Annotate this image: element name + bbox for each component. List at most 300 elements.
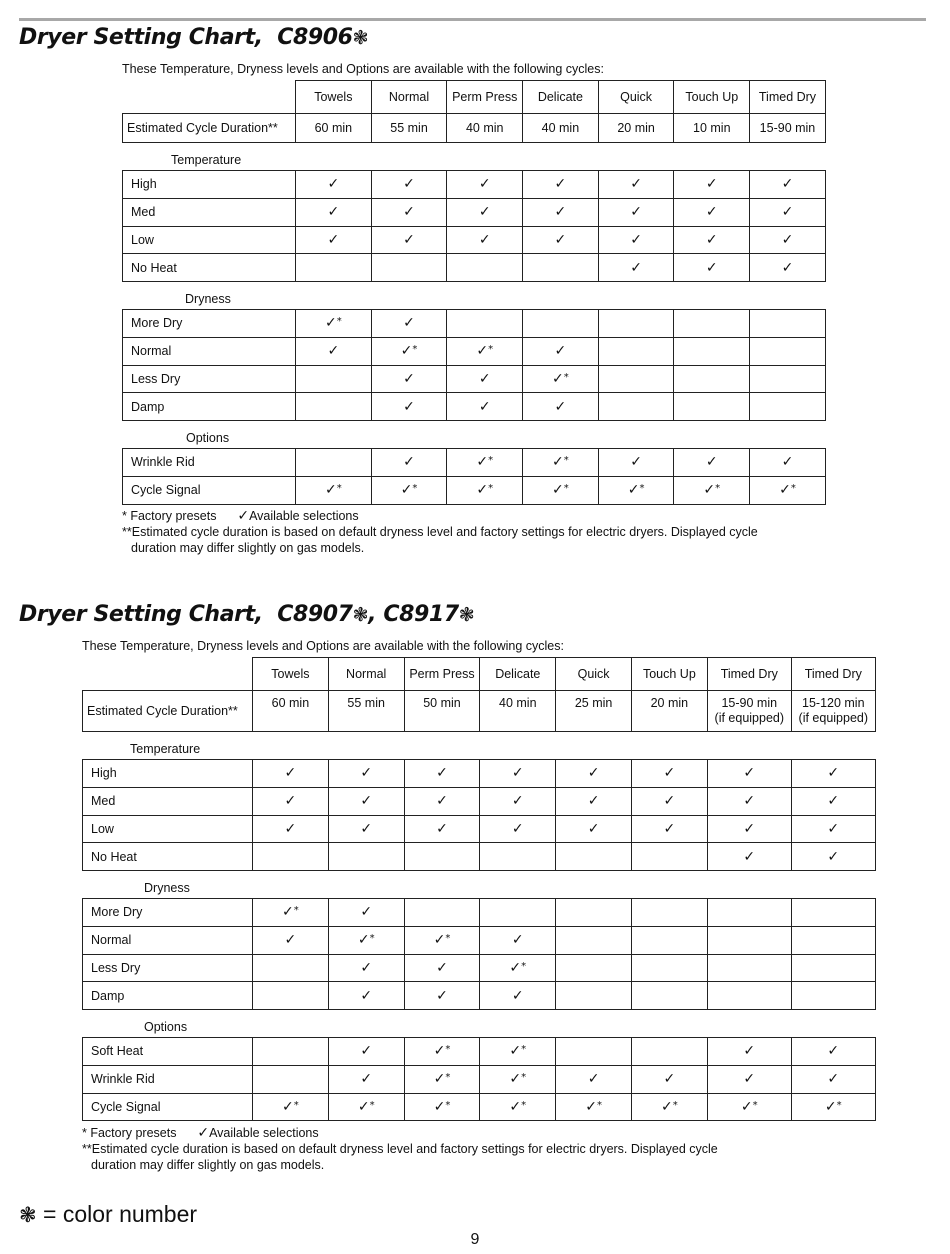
cycle-header: Timed Dry	[707, 658, 791, 691]
check-icon: ✓	[403, 204, 415, 221]
check-icon: ✓	[511, 932, 524, 949]
setting-cell	[791, 760, 875, 788]
setting-cell	[480, 815, 556, 843]
chart1-dryness-table	[122, 309, 826, 421]
check-icon: ✓	[433, 1043, 446, 1060]
setting-cell	[404, 1038, 480, 1066]
factory-preset-star: *	[336, 483, 342, 495]
setting-row	[83, 954, 876, 982]
check-icon: ✓	[360, 820, 373, 837]
chart2-model-2: C8917	[383, 602, 459, 627]
check-icon: ✓	[511, 765, 524, 782]
factory-preset-star: *	[672, 1099, 678, 1111]
setting-cell	[296, 449, 372, 477]
setting-cell	[328, 843, 404, 871]
factory-preset-star: *	[790, 483, 796, 495]
setting-cell	[598, 198, 674, 226]
setting-cell	[447, 171, 523, 199]
setting-cell	[707, 1093, 791, 1121]
check-icon: ✓	[705, 454, 718, 471]
check-icon: ✓	[779, 482, 791, 499]
chart1-notes	[122, 508, 758, 556]
row-label: Wrinkle Rid	[83, 1065, 253, 1093]
setting-cell	[631, 760, 707, 788]
setting-cell	[598, 365, 674, 393]
setting-cell	[523, 393, 599, 421]
cycle-header: Quick	[598, 81, 674, 114]
factory-preset-star: *	[293, 905, 299, 917]
setting-cell	[631, 1065, 707, 1093]
check-icon: ✓	[587, 820, 600, 837]
check-icon: ✓	[827, 1071, 840, 1088]
check-icon: ✓	[360, 1043, 373, 1060]
setting-cell	[253, 1093, 329, 1121]
check-icon: ✓	[509, 959, 522, 976]
chart1-model: C8906	[277, 25, 353, 50]
chart1-title-prefix: Dryer Setting Chart,	[19, 25, 263, 50]
setting-cell	[750, 337, 826, 365]
check-icon: ✓	[478, 231, 491, 248]
setting-cell	[598, 310, 674, 338]
setting-cell	[371, 198, 447, 226]
check-icon: ✓	[703, 482, 716, 499]
setting-cell	[631, 1093, 707, 1121]
section-title-options: Options	[144, 1020, 188, 1034]
check-icon: ✓	[360, 1071, 373, 1088]
setting-cell	[371, 393, 447, 421]
setting-cell	[447, 476, 523, 504]
chart2-title	[19, 602, 474, 627]
row-label: Less Dry	[83, 954, 253, 982]
cycle-header: Perm Press	[447, 81, 523, 114]
setting-cell	[631, 899, 707, 927]
row-label: Med	[123, 198, 296, 226]
duration-cell: 50 min	[404, 691, 480, 732]
cycle-header: Delicate	[480, 658, 556, 691]
check-icon: ✓	[284, 765, 297, 782]
setting-cell	[296, 310, 372, 338]
setting-cell	[750, 254, 826, 282]
check-icon: ✓	[627, 482, 640, 499]
note-available-selections: Available selections	[209, 1126, 319, 1140]
check-icon: ✓	[403, 398, 415, 415]
check-icon: ✓	[630, 176, 642, 193]
color-legend	[19, 1201, 197, 1228]
setting-row	[83, 899, 876, 927]
setting-cell	[674, 254, 750, 282]
setting-cell	[480, 926, 556, 954]
factory-preset-star: *	[369, 933, 375, 945]
setting-cell	[556, 982, 632, 1010]
duration-cell	[791, 691, 875, 732]
cycle-header: Perm Press	[404, 658, 480, 691]
check-icon: ✓	[740, 1098, 753, 1115]
setting-cell	[523, 226, 599, 254]
note-available-selections: Available selections	[249, 509, 359, 523]
check-icon: ✓	[630, 204, 642, 221]
setting-cell	[296, 476, 372, 504]
check-icon: ✓	[554, 343, 567, 360]
check-icon: ✓	[511, 793, 524, 810]
row-label: Low	[83, 815, 253, 843]
cycle-header: Timed Dry	[750, 81, 826, 114]
check-icon: ✓	[554, 204, 567, 221]
setting-row	[83, 1065, 876, 1093]
setting-cell	[404, 1065, 480, 1093]
flower-icon: ❃	[352, 604, 369, 626]
setting-cell	[598, 449, 674, 477]
setting-cell	[791, 1093, 875, 1121]
duration-label: Estimated Cycle Duration**	[83, 691, 253, 732]
setting-cell	[750, 310, 826, 338]
check-icon: ✓	[705, 259, 718, 276]
setting-row	[123, 198, 826, 226]
factory-preset-star: *	[521, 1099, 527, 1111]
check-icon: ✓	[324, 482, 337, 499]
check-icon: ✓	[781, 259, 794, 276]
check-icon: ✓	[360, 793, 373, 810]
setting-cell	[674, 337, 750, 365]
check-icon: ✓	[357, 1098, 370, 1115]
setting-cell	[328, 954, 404, 982]
check-icon: ✓	[478, 370, 491, 387]
flower-icon: ❃	[458, 604, 475, 626]
setting-cell	[404, 815, 480, 843]
check-icon: ✓	[509, 1071, 522, 1088]
setting-cell	[328, 1093, 404, 1121]
setting-row	[123, 171, 826, 199]
setting-cell	[707, 899, 791, 927]
setting-cell	[371, 449, 447, 477]
setting-row	[123, 337, 826, 365]
duration-cell: 40 min	[480, 691, 556, 732]
setting-row	[83, 982, 876, 1010]
section-title-temperature: Temperature	[171, 153, 242, 167]
row-label: Damp	[83, 982, 253, 1010]
setting-row	[123, 476, 826, 504]
setting-cell	[791, 954, 875, 982]
duration-cell: 25 min	[556, 691, 632, 732]
setting-cell	[523, 171, 599, 199]
check-icon: ✓	[436, 959, 448, 976]
factory-preset-star: *	[563, 483, 569, 495]
setting-cell	[480, 1038, 556, 1066]
chart2-cycle-table	[82, 657, 876, 732]
check-icon: ✓	[403, 231, 415, 248]
setting-cell	[750, 171, 826, 199]
check-icon: ✓	[403, 176, 415, 193]
setting-cell	[674, 449, 750, 477]
factory-preset-star: *	[521, 1072, 527, 1084]
setting-cell	[371, 365, 447, 393]
setting-cell	[707, 760, 791, 788]
setting-cell	[750, 365, 826, 393]
check-icon: ✓	[705, 176, 718, 193]
row-label: Low	[123, 226, 296, 254]
check-icon: ✓	[509, 1043, 522, 1060]
cycle-header: Quick	[556, 658, 632, 691]
check-icon: ✓	[743, 1071, 756, 1088]
check-icon: ✓	[284, 793, 297, 810]
check-icon: ✓	[827, 793, 840, 810]
check-icon: ✓	[705, 204, 718, 221]
setting-cell	[707, 787, 791, 815]
setting-cell	[371, 171, 447, 199]
factory-preset-star: *	[563, 371, 569, 383]
setting-cell	[750, 226, 826, 254]
setting-cell	[480, 1065, 556, 1093]
blank-corner	[83, 658, 253, 691]
setting-cell	[404, 843, 480, 871]
setting-row	[83, 843, 876, 871]
check-icon: ✓	[327, 204, 340, 221]
setting-cell	[480, 760, 556, 788]
check-icon: ✓	[433, 932, 446, 949]
setting-cell	[296, 171, 372, 199]
setting-cell	[296, 337, 372, 365]
row-label: High	[83, 760, 253, 788]
setting-cell	[253, 787, 329, 815]
setting-cell	[750, 198, 826, 226]
chart1-title	[19, 25, 368, 50]
duration-cell: 20 min	[631, 691, 707, 732]
setting-cell	[598, 254, 674, 282]
setting-cell	[674, 365, 750, 393]
setting-cell	[253, 815, 329, 843]
check-icon: ✓	[585, 1098, 597, 1115]
check-icon: ✓	[197, 1125, 210, 1141]
cycle-header: Towels	[296, 81, 372, 114]
duration-cell: 40 min	[523, 114, 599, 143]
setting-cell	[253, 899, 329, 927]
setting-cell	[674, 393, 750, 421]
duration-label: Estimated Cycle Duration**	[123, 114, 296, 143]
row-label: More Dry	[123, 310, 296, 338]
chart1-cycle-table	[122, 80, 826, 143]
cycle-header: Touch Up	[674, 81, 750, 114]
chart2-temperature-table	[82, 759, 876, 871]
factory-preset-star: *	[445, 1099, 451, 1111]
setting-cell	[631, 954, 707, 982]
setting-cell	[707, 815, 791, 843]
factory-preset-star: *	[336, 316, 342, 328]
setting-cell	[296, 365, 372, 393]
check-icon: ✓	[511, 987, 524, 1004]
setting-cell	[791, 982, 875, 1010]
duration-value: 15-120 min	[802, 696, 865, 710]
row-label: No Heat	[123, 254, 296, 282]
setting-cell	[447, 310, 523, 338]
page-number: 9	[470, 1231, 480, 1248]
setting-cell	[556, 787, 632, 815]
duration-cell: 20 min	[598, 114, 674, 143]
check-icon: ✓	[554, 176, 567, 193]
check-icon: ✓	[282, 1098, 294, 1115]
check-icon: ✓	[360, 765, 373, 782]
section-title-dryness: Dryness	[185, 292, 231, 306]
check-icon: ✓	[554, 398, 567, 415]
check-icon: ✓	[743, 1043, 756, 1060]
setting-row	[83, 926, 876, 954]
setting-cell	[523, 254, 599, 282]
setting-cell	[523, 476, 599, 504]
note-factory-presets: * Factory presets	[122, 509, 217, 523]
check-icon: ✓	[284, 932, 297, 949]
setting-cell	[404, 760, 480, 788]
chart2-model-1: C8907	[277, 602, 353, 627]
setting-cell	[480, 1093, 556, 1121]
chart1-temperature-table	[122, 170, 826, 282]
check-icon: ✓	[552, 370, 564, 387]
cycle-header: Timed Dry	[791, 658, 875, 691]
setting-cell	[556, 815, 632, 843]
check-icon: ✓	[630, 259, 642, 276]
check-icon: ✓	[509, 1098, 522, 1115]
check-icon: ✓	[403, 454, 415, 471]
check-icon: ✓	[781, 176, 794, 193]
row-label: More Dry	[83, 899, 253, 927]
setting-cell	[328, 926, 404, 954]
setting-cell	[447, 198, 523, 226]
setting-cell	[328, 982, 404, 1010]
check-icon: ✓	[663, 793, 676, 810]
setting-cell	[598, 171, 674, 199]
chart1-cycle-header-row	[123, 81, 826, 114]
setting-cell	[404, 787, 480, 815]
setting-cell	[523, 365, 599, 393]
setting-cell	[328, 1038, 404, 1066]
row-label: Soft Heat	[83, 1038, 253, 1066]
check-icon: ✓	[327, 231, 340, 248]
duration-cell: 40 min	[447, 114, 523, 143]
setting-cell	[371, 476, 447, 504]
row-label: High	[123, 171, 296, 199]
chart2-duration-row	[83, 691, 876, 732]
duration-cell: 55 min	[371, 114, 447, 143]
setting-cell	[598, 476, 674, 504]
duration-cell: 55 min	[328, 691, 404, 732]
check-icon: ✓	[360, 904, 373, 921]
setting-cell	[253, 760, 329, 788]
chart2-options-table	[82, 1037, 876, 1121]
setting-cell	[447, 449, 523, 477]
factory-preset-star: *	[445, 933, 451, 945]
setting-cell	[556, 899, 632, 927]
setting-cell	[631, 1038, 707, 1066]
legend-text: = color number	[36, 1201, 198, 1227]
check-icon: ✓	[663, 765, 676, 782]
check-icon: ✓	[403, 370, 415, 387]
check-icon: ✓	[552, 454, 564, 471]
check-icon: ✓	[781, 454, 794, 471]
duration-cell: 60 min	[296, 114, 372, 143]
row-label: Cycle Signal	[83, 1093, 253, 1121]
setting-cell	[447, 393, 523, 421]
cycle-header: Towels	[253, 658, 329, 691]
setting-cell	[253, 982, 329, 1010]
note-duration-cont: duration may differ slightly on gas models.	[91, 1158, 325, 1172]
chart1-duration-row	[123, 114, 826, 143]
check-icon: ✓	[282, 904, 294, 921]
section-title-options: Options	[186, 431, 230, 445]
check-icon: ✓	[705, 231, 718, 248]
check-icon: ✓	[403, 315, 415, 332]
setting-cell	[523, 337, 599, 365]
setting-cell	[296, 393, 372, 421]
chart2-notes	[82, 1125, 718, 1173]
setting-cell	[480, 899, 556, 927]
check-icon: ✓	[400, 482, 413, 499]
setting-cell	[371, 254, 447, 282]
check-icon: ✓	[743, 848, 756, 865]
setting-cell	[523, 449, 599, 477]
check-icon: ✓	[327, 343, 340, 360]
factory-preset-star: *	[488, 455, 494, 467]
setting-cell	[371, 337, 447, 365]
setting-cell	[404, 926, 480, 954]
setting-cell	[791, 926, 875, 954]
row-label: Cycle Signal	[123, 476, 296, 504]
note-duration: **Estimated cycle duration is based on default dryness level and factory settings for electric dryers. Displayed cycle	[122, 525, 758, 539]
chart2-title-prefix: Dryer Setting Chart,	[19, 602, 263, 627]
setting-cell	[480, 954, 556, 982]
setting-cell	[253, 1038, 329, 1066]
setting-cell	[598, 337, 674, 365]
check-icon: ✓	[827, 765, 840, 782]
check-icon: ✓	[781, 204, 794, 221]
setting-row	[123, 393, 826, 421]
setting-cell	[674, 476, 750, 504]
setting-cell	[556, 843, 632, 871]
factory-preset-star: *	[752, 1099, 758, 1111]
setting-row	[83, 815, 876, 843]
setting-cell	[750, 476, 826, 504]
setting-row	[123, 365, 826, 393]
duration-value: 15-90 min	[721, 696, 778, 710]
factory-preset-star: *	[639, 483, 645, 495]
check-icon: ✓	[478, 176, 491, 193]
factory-preset-star: *	[293, 1099, 299, 1111]
check-icon: ✓	[511, 820, 524, 837]
setting-row	[83, 760, 876, 788]
setting-cell	[328, 1065, 404, 1093]
setting-cell	[791, 815, 875, 843]
setting-cell	[750, 449, 826, 477]
setting-cell	[447, 254, 523, 282]
setting-cell	[253, 1065, 329, 1093]
flower-icon: ❃	[352, 27, 369, 49]
check-icon: ✓	[476, 343, 489, 360]
check-icon: ✓	[827, 1043, 840, 1060]
factory-preset-star: *	[412, 344, 418, 356]
cycle-header: Normal	[328, 658, 404, 691]
setting-cell	[674, 226, 750, 254]
factory-preset-star: *	[563, 455, 569, 467]
factory-preset-star: *	[445, 1044, 451, 1056]
setting-row	[123, 226, 826, 254]
chart1-options-table	[122, 448, 826, 505]
check-icon: ✓	[436, 820, 448, 837]
setting-cell	[750, 393, 826, 421]
title-separator: ,	[368, 602, 377, 627]
check-icon: ✓	[552, 482, 564, 499]
setting-cell	[631, 787, 707, 815]
setting-cell	[296, 198, 372, 226]
setting-cell	[707, 954, 791, 982]
check-icon: ✓	[327, 176, 340, 193]
factory-preset-star: *	[369, 1099, 375, 1111]
setting-cell	[404, 1093, 480, 1121]
